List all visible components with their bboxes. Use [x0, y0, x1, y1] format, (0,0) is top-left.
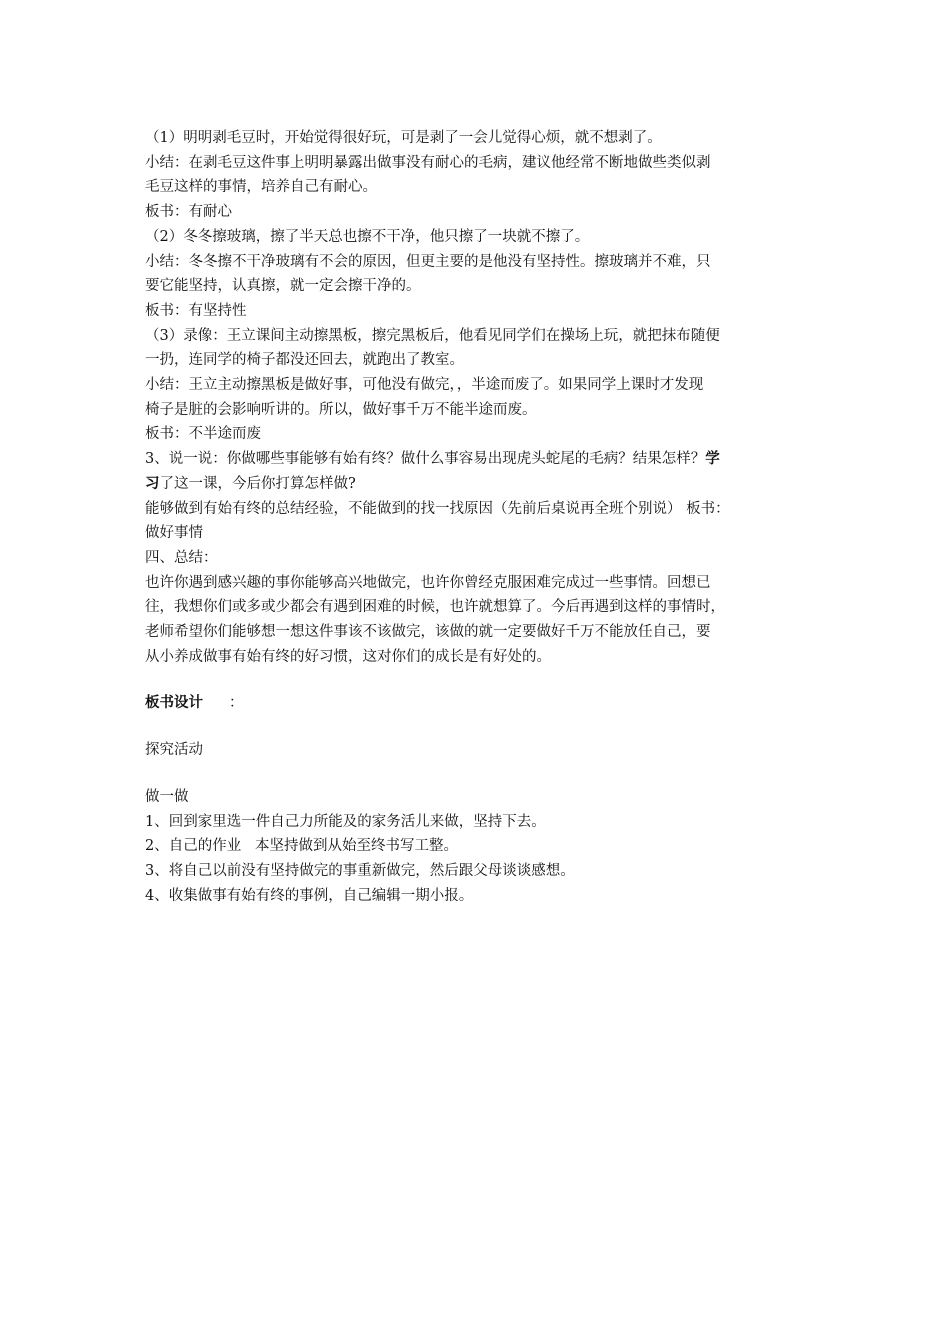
discussion-bold-char: 学 [705, 450, 720, 468]
experience-line-1: 能够做到有始有终的总结经验，不能做到的找一找原因（先前后桌说再全班个别说） 板书： [145, 500, 730, 517]
summary-3-line-1: 小结：王立主动擦黑板是做好事，可他没有做完，，半途而废了。如果同学上课时才发现 [145, 377, 704, 394]
discussion-line-1 [145, 447, 815, 472]
summary-1-line-1: 小结：在剥毛豆这件事上明明暴露出做事没有耐心的毛病，建议他经常不断地做些类似剥 [145, 154, 711, 171]
discussion-text-2: 了这一课，今后你打算怎样做? [159, 475, 356, 492]
board-note-persistence: 板书：有坚持性 [145, 302, 247, 319]
discussion-text: 3、说一说：你做哪些事能够有始有终？做什么事容易出现虎头蛇尾的毛病？结果怎样？ [145, 451, 706, 468]
conclusion-line-3: 老师希望你们能够想一想这件事该不该做完，该做的就一定要做好千万不能放任自己，要 [145, 624, 711, 641]
discussion-line-2 [145, 472, 815, 497]
do-it-heading: 做一做 [145, 788, 189, 805]
paragraph-case-1: （1）明明剥毛豆时，开始觉得很好玩，可是剥了一会儿觉得心烦，就不想剥了。 [145, 130, 662, 146]
board-design-heading [145, 691, 815, 716]
conclusion-line-4: 从小养成做事有始有终的好习惯，这对你们的成长是有好处的。 [145, 648, 551, 665]
paragraph-case-3-line-2: 一扔，连同学的椅子都没还回去，就跑出了教室。 [145, 352, 464, 369]
spacer [145, 669, 815, 691]
experience-line-2: 做好事情 [145, 525, 203, 542]
summary-2-line-1: 小结：冬冬擦不干净玻璃有不会的原因，但更主要的是他没有坚持性。擦玻璃并不难，只 [145, 253, 711, 270]
activity-item-2: 2、自己的作业 本坚持做到从始至终书写工整。 [145, 838, 459, 855]
conclusion-heading: 四、总结： [145, 549, 218, 566]
activity-item-3: 3、将自己以前没有坚持做完的事重新做完，然后跟父母谈谈感想。 [145, 862, 575, 879]
board-note-patience: 板书：有耐心 [145, 204, 232, 221]
activity-item-1: 1、回到家里选一件自己力所能及的家务活儿来做，坚持下去。 [145, 813, 546, 830]
paragraph-case-2: （2）冬冬擦玻璃，擦了半天总也擦不干净，他只擦了一块就不擦了。 [145, 228, 590, 245]
spacer [145, 763, 815, 785]
paragraph-case-3-line-1: （3）录像：王立课间主动擦黑板，擦完黑板后，他看见同学们在操场上玩，就把抹布随便 [145, 327, 720, 344]
activity-item-4: 4、收集做事有始有终的事例，自己编辑一期小报。 [145, 887, 474, 904]
summary-2-line-2: 要它能坚持，认真擦，就一定会擦干净的。 [145, 278, 421, 295]
explore-heading: 探究活动 [145, 742, 203, 759]
discussion-bold-char-2: 习 [145, 474, 160, 492]
board-design-title: 板书设计 [145, 694, 203, 712]
spacer [145, 716, 815, 738]
conclusion-line-1: 也许你遇到感兴趣的事你能够高兴地做完，也许你曾经克服困难完成过一些事情。回想已 [145, 574, 711, 591]
document-body [145, 126, 815, 908]
board-design-colon: ： [229, 695, 244, 712]
summary-1-line-2: 毛豆这样的事情，培养自己有耐心。 [145, 179, 377, 196]
board-note-no-quitting: 板书：不半途而废 [145, 426, 261, 443]
summary-3-line-2: 椅子是脏的会影响听讲的。所以，做好事千万不能半途而废。 [145, 401, 537, 418]
conclusion-line-2: 往，我想你们或多或少都会有遇到困难的时候，也许就想算了。今后再遇到这样的事情时， [145, 599, 725, 616]
